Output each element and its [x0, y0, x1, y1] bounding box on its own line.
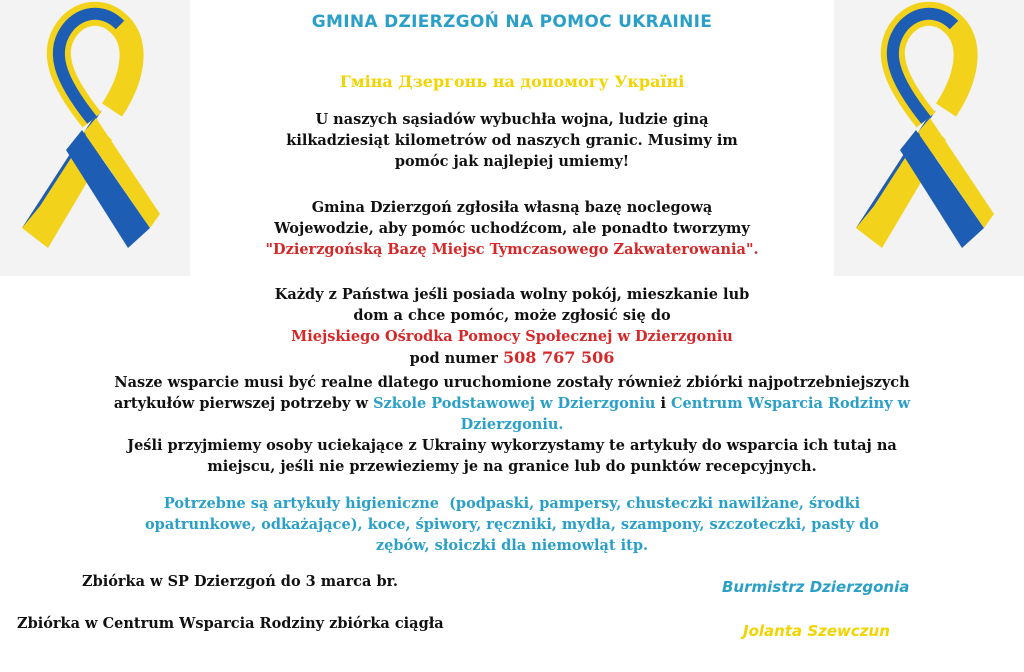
accommodation-base-name: "Dzierzgońską Bazę Miejsc Tymczasowego Zakwaterowania". [265, 241, 759, 258]
collection-note-center: Zbiórka w Centrum Wsparcia Rodziny zbiórka ciągła [17, 615, 444, 632]
text-line: Każdy z Państwa jeśli posiada wolny pokój, mieszkanie lub [274, 286, 750, 303]
text-line: kilkadziesiąt kilometrów od naszych granic. Musimy im [286, 132, 738, 149]
text-line: pomóc jak najlepiej umiemy! [394, 153, 630, 170]
school-name: Szkole Podstawowej w Dzierzgoniu [373, 395, 656, 412]
text-line: Potrzebne są artykuły higieniczne (podpaski, pampersy, chusteczki nawilżane, środki [163, 495, 861, 512]
page-title-ukrainian: Гміна Дзергонь на допомогу Україні [339, 72, 685, 91]
left-ribbon-panel [0, 0, 190, 276]
ukraine-ribbon-icon [834, 0, 1024, 276]
text-line [190, 239, 834, 260]
text-line: Jeśli przyjmiemy osoby uciekające z Ukrainy wykorzystamy te artykuły do wsparcia ich tutaj na [127, 437, 897, 454]
family-center-name: Centrum Wsparcia Rodziny w [671, 395, 911, 412]
paragraph-contact [190, 284, 834, 369]
text-line: opatrunkowe, odkażające), koce, śpiwory, ręczniki, mydła, szampony, szczoteczki, pasty do [145, 516, 879, 533]
page-title: GMINA DZIERZGOŃ NA POMOC UKRAINIE [311, 12, 713, 32]
text-line: U naszych sąsiadów wybuchła wojna, ludzie giną [315, 111, 709, 128]
text-line: artykułów pierwszej potrzeby w Szkole Podstawowej w Dzierzgoniu i Centrum Wsparcia Rodziny w [113, 395, 911, 412]
text-line: Nasze wsparcie musi być realne dlatego uruchomione zostały również zbiórki najpotrzebniejszych [114, 374, 910, 391]
phone-number: 508 767 506 [503, 348, 615, 367]
text-line: miejscu, jeśli nie przewieziemy je na granice lub do punktów recepcyjnych. [207, 458, 817, 475]
signature-title: Burmistrz Dzierzgonia [722, 578, 910, 596]
text-line: dom a chce pomóc, może zgłosić się do [353, 307, 671, 324]
text-line: zębów, słoiczki dla niemowląt itp. [375, 537, 649, 554]
paragraph-war-intro [190, 109, 834, 172]
paragraph-collections [20, 372, 1004, 477]
signature-name: Jolanta Szewczun [743, 622, 890, 640]
text-line: pod numer 508 767 506 [409, 348, 615, 367]
ukraine-ribbon-icon [0, 0, 190, 276]
right-ribbon-panel [834, 0, 1024, 276]
office-name: Miejskiego Ośrodka Pomocy Społecznej w Dzierzgoniu [291, 328, 733, 345]
paragraph-accommodation [190, 197, 834, 260]
collection-note-school: Zbiórka w SP Dzierzgoń do 3 marca br. [82, 573, 398, 590]
paragraph-needed-items [55, 493, 969, 556]
text-line: Wojewodzie, aby pomóc uchodźcom, ale ponadto tworzymy [274, 220, 750, 237]
text-line: Dzierzgoniu. [460, 416, 564, 433]
text-line: Gmina Dzierzgoń zgłosiła własną bazę noclegową [311, 199, 713, 216]
